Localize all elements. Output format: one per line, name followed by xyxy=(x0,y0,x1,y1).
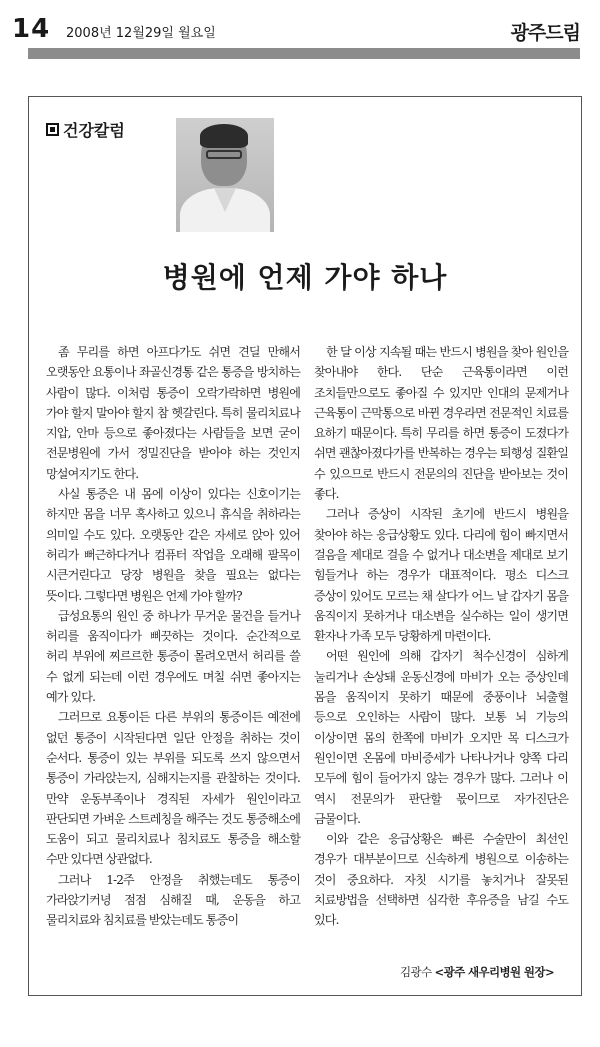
paragraph: 사실 통증은 내 몸에 이상이 있다는 신호이기는 하지만 몸을 너무 혹사하고 있으니 휴식을 취하라는 의미일 수도 있다. 오랫동안 같은 자세로 앉아 있어 허리가 뻐근하다거나 컴퓨터 작업을 오래해 팔목이 시큰거린다고 당장 병원을 찾을 필요는 없다는 뜻이다. 그렇다면 병원은 언제 가야 할까? xyxy=(46,487,300,603)
paragraph: 그러나 1-2주 안정을 취했는데도 통증이 가라앉기커녕 점점 심해질 때, 운동을 하고 물리치료와 침치료를 받았는데도 통증이 xyxy=(46,872,300,928)
paragraph: 그러나 증상이 시작된 초기에 반드시 병원을 찾아야 하는 응급상황도 있다. 다리에 힘이 빠지면서 걸음을 제대로 걸을 수 없거나 대소변을 제대로 보기 힘들거나 하는 경우가 대표적이다. 평소 디스크 증상이 있어도 모르는 채 살다가 어느 날 갑자기 몸을 움직이지 못하거나 대소변을 실수하는 일이 생기면 환자나 가족 모두 당황하게 마련이다. xyxy=(314,507,568,644)
paragraph: 이와 같은 응급상황은 빠른 수술만이 최선인 경우가 대부분이므로 신속하게 병원으로 이송하는 것이 중요하다. 자칫 시기를 놓치거나 잘못된 치료방법을 선택하면 심각한 후유증을 남길 수도 있다. xyxy=(314,832,568,928)
section-marker-icon xyxy=(46,123,59,136)
page-number: 14 xyxy=(12,14,51,44)
paragraph: 급성요통의 원인 중 하나가 무거운 물건을 들거나 허리를 움직이다가 삐끗하는 것이다. 순간적으로 허리 부위에 찌르르한 통증이 몰려오면서 허리를 쓸 수 없게 되는데 이런 경우에도 며칠 쉬면 좋아지는 예가 있다. xyxy=(46,608,300,705)
masthead xyxy=(0,0,600,62)
byline-author: 김광수 xyxy=(399,965,432,979)
byline xyxy=(400,964,554,980)
body-column-left xyxy=(46,342,300,931)
paragraph: 어떤 원인에 의해 갑자기 척수신경이 심하게 눌리거나 손상돼 운동신경에 마비가 오는 증상인데 몸을 움직이지 못하기 때문에 중풍이나 뇌출혈 등으로 오인하는 사람이 많다. 보통 뇌 기능의 이상이면 몸의 한쪽에 마비가 오지만 목 디스크가 원인이면 온몸에 마비증세가 나타나거나 양쪽 다리 모두에 힘이 들어가지 않는 경우가 많다. 그러나 이 역시 전문의가 판단할 몫이므로 자가진단은 금물이다. xyxy=(314,649,568,826)
paragraph: 한 달 이상 지속될 때는 반드시 병원을 찾아 원인을 찾아내야 한다. 단순 근육통이라면 이런 조치들만으로도 좋아질 수 있지만 인대의 문제거나 근육통이 근막통으로 바뀐 경우라면 전문적인 치료를 요하기 때문이다. 특히 무리를 하면 통증이 도졌다가 쉬면 괜찮아졌다가를 반복하는 경우는 퇴행성 질환일 수 있으므로 반드시 전문의의 진단을 받아보는 것이 좋다. xyxy=(314,345,568,502)
section-label-text: 건강칼럼 xyxy=(63,121,125,140)
author-photo xyxy=(176,118,274,232)
section-label xyxy=(46,118,125,141)
newspaper-logo: 광주드림 xyxy=(510,22,580,44)
paragraph: 그러므로 요통이든 다른 부위의 통증이든 예전에 없던 통증이 시작된다면 일단 안정을 취하는 것이 순서다. 통증이 있는 부위를 되도록 쓰지 않으면서 통증이 가라앉는지, 심해지는지를 관찰하는 것이다. 만약 운동부족이나 경직된 자세가 원인이라고 판단되면 가벼운 스트레칭을 해주는 것도 통증해소에 도움이 되고 물리치료나 침치료도 통증을 해소할 수만 있다면 상관없다. xyxy=(46,710,300,867)
photo-hair xyxy=(200,124,248,148)
byline-affiliation: <광주 새우리병원 원장> xyxy=(434,965,554,979)
headline: 병원에 언제 가야 하나 xyxy=(162,261,448,294)
photo-glasses xyxy=(206,150,242,159)
header-rule xyxy=(28,48,580,59)
paragraph: 좀 무리를 하면 아프다가도 쉬면 견딜 만해서 오랫동안 요통이나 좌골신경통 같은 통증을 방치하는 사람이 많다. 이처럼 통증이 오락가락하면 병원에 가야 할지 말아야 할지 참 헷갈린다. 특히 물리치료나 지압, 안마 등으로 좋아졌다는 사람들을 보면 굳이 전문병원에 가서 정밀진단을 받아야 하는 것인지 망설여지기도 한다. xyxy=(46,345,300,481)
body-column-right xyxy=(314,342,568,931)
issue-date: 2008년 12월29일 월요일 xyxy=(66,26,216,41)
